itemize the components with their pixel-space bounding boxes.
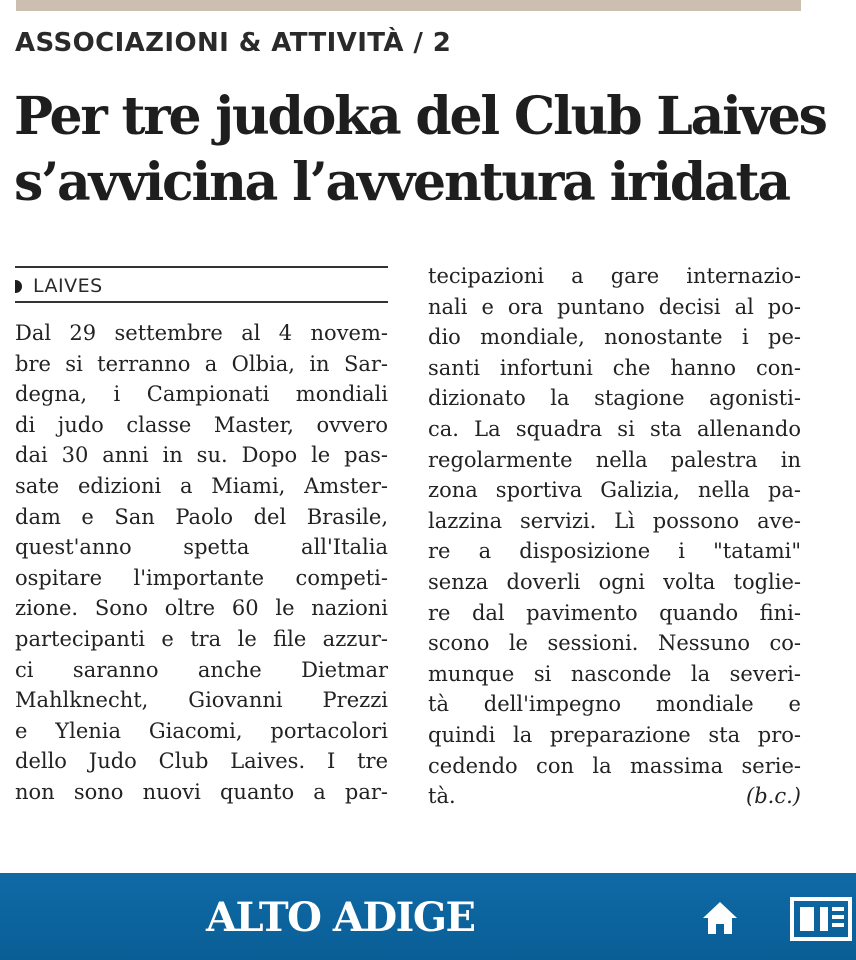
- article-headline: [14, 84, 826, 216]
- location-label: LAIVES: [33, 275, 103, 297]
- text-line: nali e ora puntano decisi al po-: [428, 294, 801, 319]
- text-line: munque si nasconde la severi-: [428, 661, 801, 686]
- text-line: dai 30 anni in su. Dopo le pas-: [15, 443, 388, 468]
- author-signature: (b.c.): [746, 784, 801, 809]
- text-line: non sono nuovi quanto a par-: [15, 779, 388, 804]
- home-icon[interactable]: [701, 899, 739, 937]
- section-label: ASSOCIAZIONI & ATTIVITÀ / 2: [15, 28, 452, 58]
- half-circle-icon: [15, 280, 22, 293]
- text-line: tà dell'impegno mondiale e: [428, 692, 801, 717]
- text-line: zione. Sono oltre 60 le nazioni: [15, 596, 388, 621]
- divider-rule: [15, 266, 388, 268]
- text-line: ospitare l'importante competi-: [15, 565, 388, 590]
- text-line: bre si terranno a Olbia, in Sar-: [15, 351, 388, 376]
- text-line: dello Judo Club Laives. I tre: [15, 749, 388, 774]
- article-column-left: [15, 318, 388, 808]
- newspaper-logo[interactable]: ALTO ADIGE: [206, 894, 475, 941]
- divider-rule: [15, 301, 388, 303]
- text-line: quindi la preparazione sta pro-: [428, 722, 801, 747]
- text-line: santi infortuni che hanno con-: [428, 355, 801, 380]
- text-line: dam e San Paolo del Brasile,: [15, 504, 388, 529]
- top-color-bar: [16, 0, 801, 11]
- text-line: scono le sessioni. Nessuno co-: [428, 631, 801, 656]
- reader-view-icon[interactable]: [790, 897, 852, 941]
- text-line: ca. La squadra si sta allenando: [428, 416, 801, 441]
- text-line: degna, i Campionati mondiali: [15, 382, 388, 407]
- text-line: dio mondiale, nonostante i pe-: [428, 325, 801, 350]
- text-line: di judo classe Master, ovvero: [15, 412, 388, 437]
- text-line: re a disposizione i "tatami": [428, 539, 801, 564]
- text-line: cedendo con la massima serie-: [428, 753, 801, 778]
- text-line: tà.: [428, 784, 456, 809]
- text-line: quest'anno spetta all'Italia: [15, 535, 388, 560]
- footer-bar: [0, 873, 856, 960]
- text-line: dizionato la stagione agonisti-: [428, 386, 801, 411]
- text-line: Mahlknecht, Giovanni Prezzi: [15, 688, 388, 713]
- headline-line: Per tre judoka del Club Laives: [14, 86, 826, 147]
- text-line: lazzina servizi. Lì possono ave-: [428, 508, 801, 533]
- article-column-right: [428, 261, 801, 812]
- text-line: Dal 29 settembre al 4 novem-: [15, 321, 388, 345]
- text-line: re dal pavimento quando fini-: [428, 600, 801, 625]
- text-line: e Ylenia Giacomi, portacolori: [15, 718, 388, 743]
- text-line: zona sportiva Galizia, nella pa-: [428, 478, 801, 503]
- text-line: partecipanti e tra le file azzur-: [15, 626, 388, 651]
- closing-row: [428, 781, 801, 812]
- text-line: ci saranno anche Dietmar: [15, 657, 388, 682]
- headline-line: s’avvicina l’avventura iridata: [14, 152, 789, 213]
- text-line: regolarmente nella palestra in: [428, 447, 801, 472]
- text-line: sate edizioni a Miami, Amster-: [15, 473, 388, 498]
- text-line: tecipazioni a gare internazio-: [428, 264, 801, 288]
- text-line: senza doverli ogni volta toglie-: [428, 569, 801, 594]
- location-tag: [15, 273, 103, 299]
